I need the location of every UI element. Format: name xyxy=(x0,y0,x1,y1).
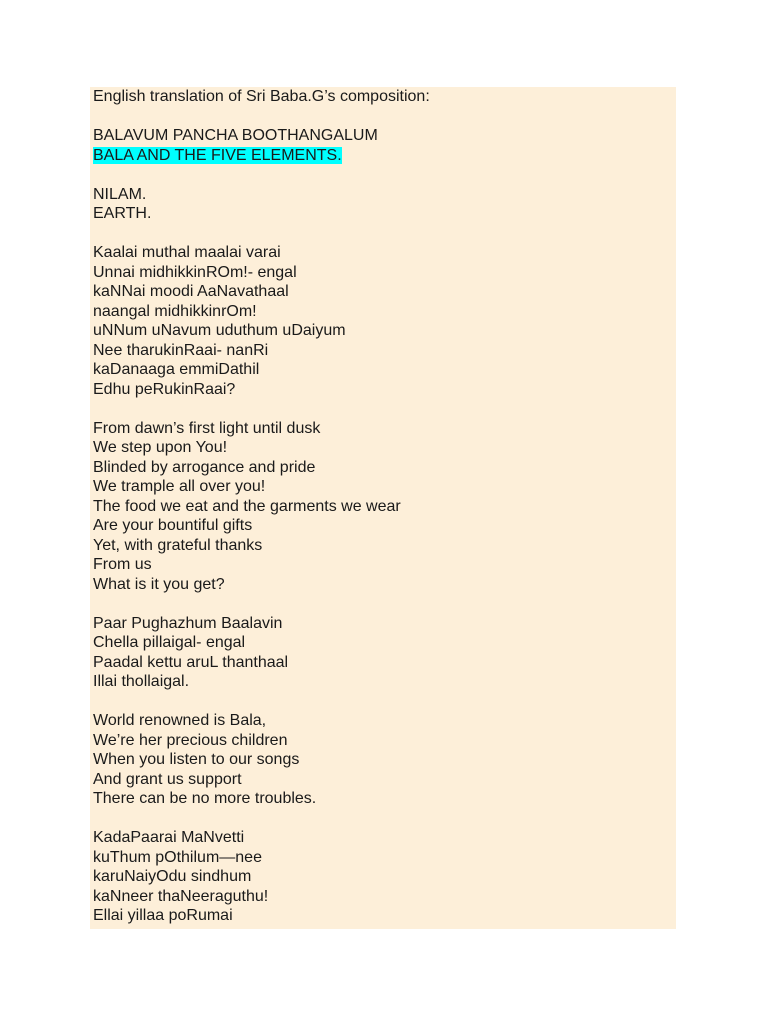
verse-line: The food we eat and the garments we wear xyxy=(93,497,401,515)
title-english-highlight: BALA AND THE FIVE ELEMENTS. xyxy=(93,146,342,164)
blank-line xyxy=(93,399,430,419)
verse-line: naangal midhikkinrOm! xyxy=(93,302,257,320)
verse-line: Blinded by arrogance and pride xyxy=(93,458,316,476)
verse-line: Chella pillaigal- engal xyxy=(93,634,246,651)
title-tamil: BALAVUM PANCHA BOOTHANGALUM xyxy=(93,127,378,144)
verse-line: kaNNai moodi AaNavathaal xyxy=(93,283,289,300)
verse-line: KadaPaarai MaNvetti xyxy=(93,829,245,846)
verse-line: kuThum pOthilum—nee xyxy=(93,848,262,866)
title-english-line xyxy=(93,146,430,166)
verse-line: We’re her precious children xyxy=(93,731,288,749)
verse-line: We step upon You! xyxy=(93,439,228,456)
verse-line: Edhu peRukinRaai? xyxy=(93,380,236,398)
verse-line: Ellai yillaa poRumai xyxy=(93,907,233,924)
verse-line: kaDanaaga emmiDathil xyxy=(93,361,260,378)
verse-line: kaNneer thaNeeraguthu! xyxy=(93,887,269,905)
verse-line: We trample all over you! xyxy=(93,478,266,495)
blank-line xyxy=(93,165,430,185)
blank-line xyxy=(93,224,430,244)
blank-line xyxy=(93,809,430,829)
blank-line xyxy=(93,692,430,712)
verse-line: Paadal kettu aruL thanthaal xyxy=(93,653,289,671)
section-english: EARTH. xyxy=(93,205,152,222)
verse-line: uNNum uNavum uduthum uDaiyum xyxy=(93,322,346,339)
document-header: English translation of Sri Baba.G’s composition: xyxy=(93,88,430,105)
verse-line: Paar Pughazhum Baalavin xyxy=(93,614,283,632)
document-text xyxy=(93,87,430,926)
verse-line: World renowned is Bala, xyxy=(93,712,267,729)
verse-line: Are your bountiful gifts xyxy=(93,517,253,534)
verse-line: What is it you get? xyxy=(93,575,225,593)
verse-line: Unnai midhikkinROm!- engal xyxy=(93,263,297,281)
section-tamil: NILAM. xyxy=(93,185,147,203)
verse-line: karuNaiyOdu sindhum xyxy=(93,868,252,885)
verse-line: Nee tharukinRaai- nanRi xyxy=(93,341,269,359)
verse-line: From us xyxy=(93,556,152,573)
blank-line xyxy=(93,107,430,127)
verse-line: Kaalai muthal maalai varai xyxy=(93,244,281,261)
verse-line: From dawn’s first light until dusk xyxy=(93,419,321,437)
verse-line: And grant us support xyxy=(93,770,242,788)
blank-line xyxy=(93,594,430,614)
verse-line: When you listen to our songs xyxy=(93,751,300,768)
verse-line: Illai thollaigal. xyxy=(93,673,190,690)
verse-line: Yet, with grateful thanks xyxy=(93,536,263,554)
verse-line: There can be no more troubles. xyxy=(93,790,317,807)
